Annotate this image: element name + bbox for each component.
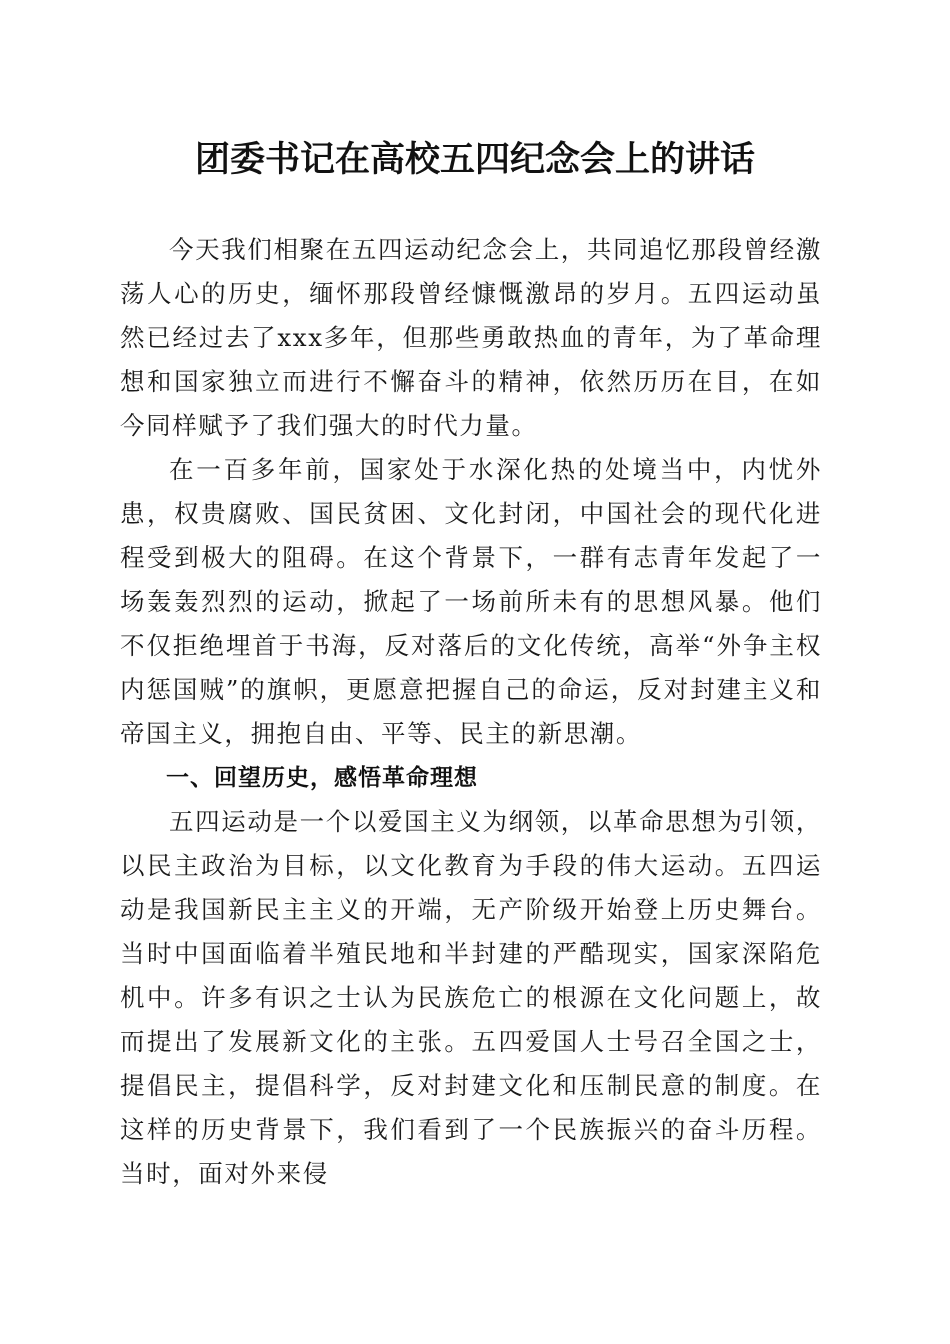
document-body (120, 228, 822, 1196)
paragraph-intro: 今天我们相聚在五四运动纪念会上，共同追忆那段曾经激荡人心的历史，缅怀那段曾经慷慨激昂的岁月。五四运动虽然已经过去了xxx多年，但那些勇敢热血的青年，为了革命理想和国家独立而进行不懈奋斗的精神，依然历历在目，在如今同样赋予了我们强大的时代力量。 (120, 235, 822, 440)
paragraph-section-1: 五四运动是一个以爱国主义为纲领，以革命思想为引领，以民主政治为目标，以文化教育为手段的伟大运动。五四运动是我国新民主主义的开端，无产阶级开始登上历史舞台。当时中国面临着半殖民地和半封建的严酷现实，国家深陷危机中。许多有识之士认为民族危亡的根源在文化问题上，故而提出了发展新文化的主张。五四爱国人士号召全国之士，提倡民主，提倡科学，反对封建文化和压制民意的制度。在这样的历史背景下，我们看到了一个民族振兴的奋斗历程。当时，面对外来侵 (120, 807, 822, 1188)
document-title: 团委书记在高校五四纪念会上的讲话 (194, 139, 755, 180)
section-heading-1: 一、回望历史，感悟革命理想 (166, 765, 478, 791)
paragraph-background: 在一百多年前，国家处于水深化热的处境当中，内忧外患，权贵腐败、国民贫困、文化封闭，中国社会的现代化进程受到极大的阻碍。在这个背景下，一群有志青年发起了一场轰轰烈烈的运动，掀起了一场前所未有的思想风暴。他们不仅拒绝埋首于书海，反对落后的文化传统，高举“外争主权内惩国贼”的旗帜，更愿意把握自己的命运，反对封建主义和帝国主义，拥抱自由、平等、民主的新思潮。 (120, 455, 822, 748)
